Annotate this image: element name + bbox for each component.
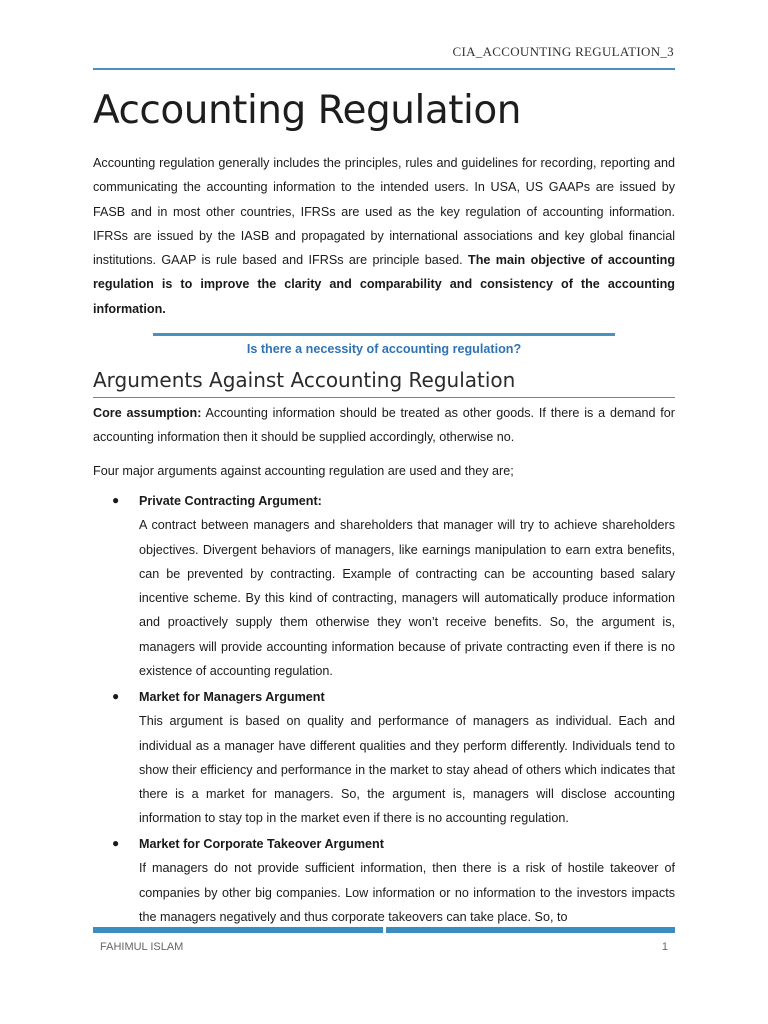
- intro-paragraph: [93, 151, 675, 321]
- page-title: Accounting Regulation: [93, 88, 521, 133]
- bullet-icon: ●: [112, 689, 120, 703]
- argument-item: [139, 685, 675, 831]
- section-heading: Arguments Against Accounting Regulation: [93, 368, 516, 392]
- header-rule: [93, 68, 675, 70]
- bullet-icon: ●: [112, 493, 120, 507]
- argument-title: Market for Corporate Takeover Argument: [139, 837, 384, 851]
- argument-item: [139, 832, 675, 925]
- footer-rule-right: [386, 927, 675, 933]
- argument-item: [139, 489, 675, 683]
- argument-text: If managers do not provide sufficient information, then there is a risk of hostile takeover of companies by other big companies. Low information or no information to the investors impacts the managers negatively and thus corporate takeovers can take place. So, to: [139, 861, 675, 924]
- footer-author: FAHIMUL ISLAM: [100, 941, 184, 953]
- footer-page-number: 1: [661, 941, 668, 953]
- header-doc-code: CIA_ACCOUNTING REGULATION_3: [452, 44, 674, 59]
- argument-text: This argument is based on quality and performance of managers as individual. Each and individual as a manager have different qualities and they perform differently. Individuals tend to show their efficiency and performance in the market to stay ahead of others which indicates that there is a market for managers. So, the argument is, managers will disclose accounting information to stay top in the market even if there is no accounting regulation.: [139, 714, 675, 826]
- bullet-icon: ●: [112, 836, 120, 850]
- core-text: Accounting information should be treated as other goods. If there is a demand for accounting information then it should be supplied accordingly, otherwise no.: [93, 406, 676, 445]
- four-arguments-intro: Four major arguments against accounting regulation are used and they are;: [93, 464, 514, 478]
- section-divider: [153, 333, 615, 336]
- intro-bold-text: The main objective of accounting regulation is to improve the clarity and comparability and consistency of the accounting information.: [93, 253, 676, 316]
- argument-text: A contract between managers and shareholders that manager will try to achieve shareholders objectives. Divergent behaviors of managers, like earnings manipulation to earn extra benefits, can be prevented by contracting. Example of contracting can be accounting based salary incentive scheme. By this kind of contracting, managers will automatically produce information and proactively supply them otherwise they won’t receive benefits. So, the argument is, managers will provide accounting information because of private contracting even if there is no existence of accounting regulation.: [139, 518, 675, 679]
- section-heading-rule: [93, 397, 675, 398]
- core-assumption: [93, 401, 675, 450]
- argument-title: Market for Managers Argument: [139, 690, 325, 704]
- question-heading: Is there a necessity of accounting regulation?: [246, 342, 522, 356]
- intro-text: Accounting regulation generally includes the principles, rules and guidelines for recording, reporting and communicating the accounting information to the intended users. In USA, US GAAPs are issued by FASB and in most other countries, IFRSs are used as the key regulation of accounting information. IFRSs are issued by the IASB and propagated by international associations and key global financial institutions. GAAP is rule based and IFRSs are principle based.: [93, 156, 675, 268]
- footer-rule-left: [93, 927, 383, 933]
- core-label: Core assumption:: [93, 406, 202, 420]
- argument-title: Private Contracting Argument:: [139, 494, 322, 508]
